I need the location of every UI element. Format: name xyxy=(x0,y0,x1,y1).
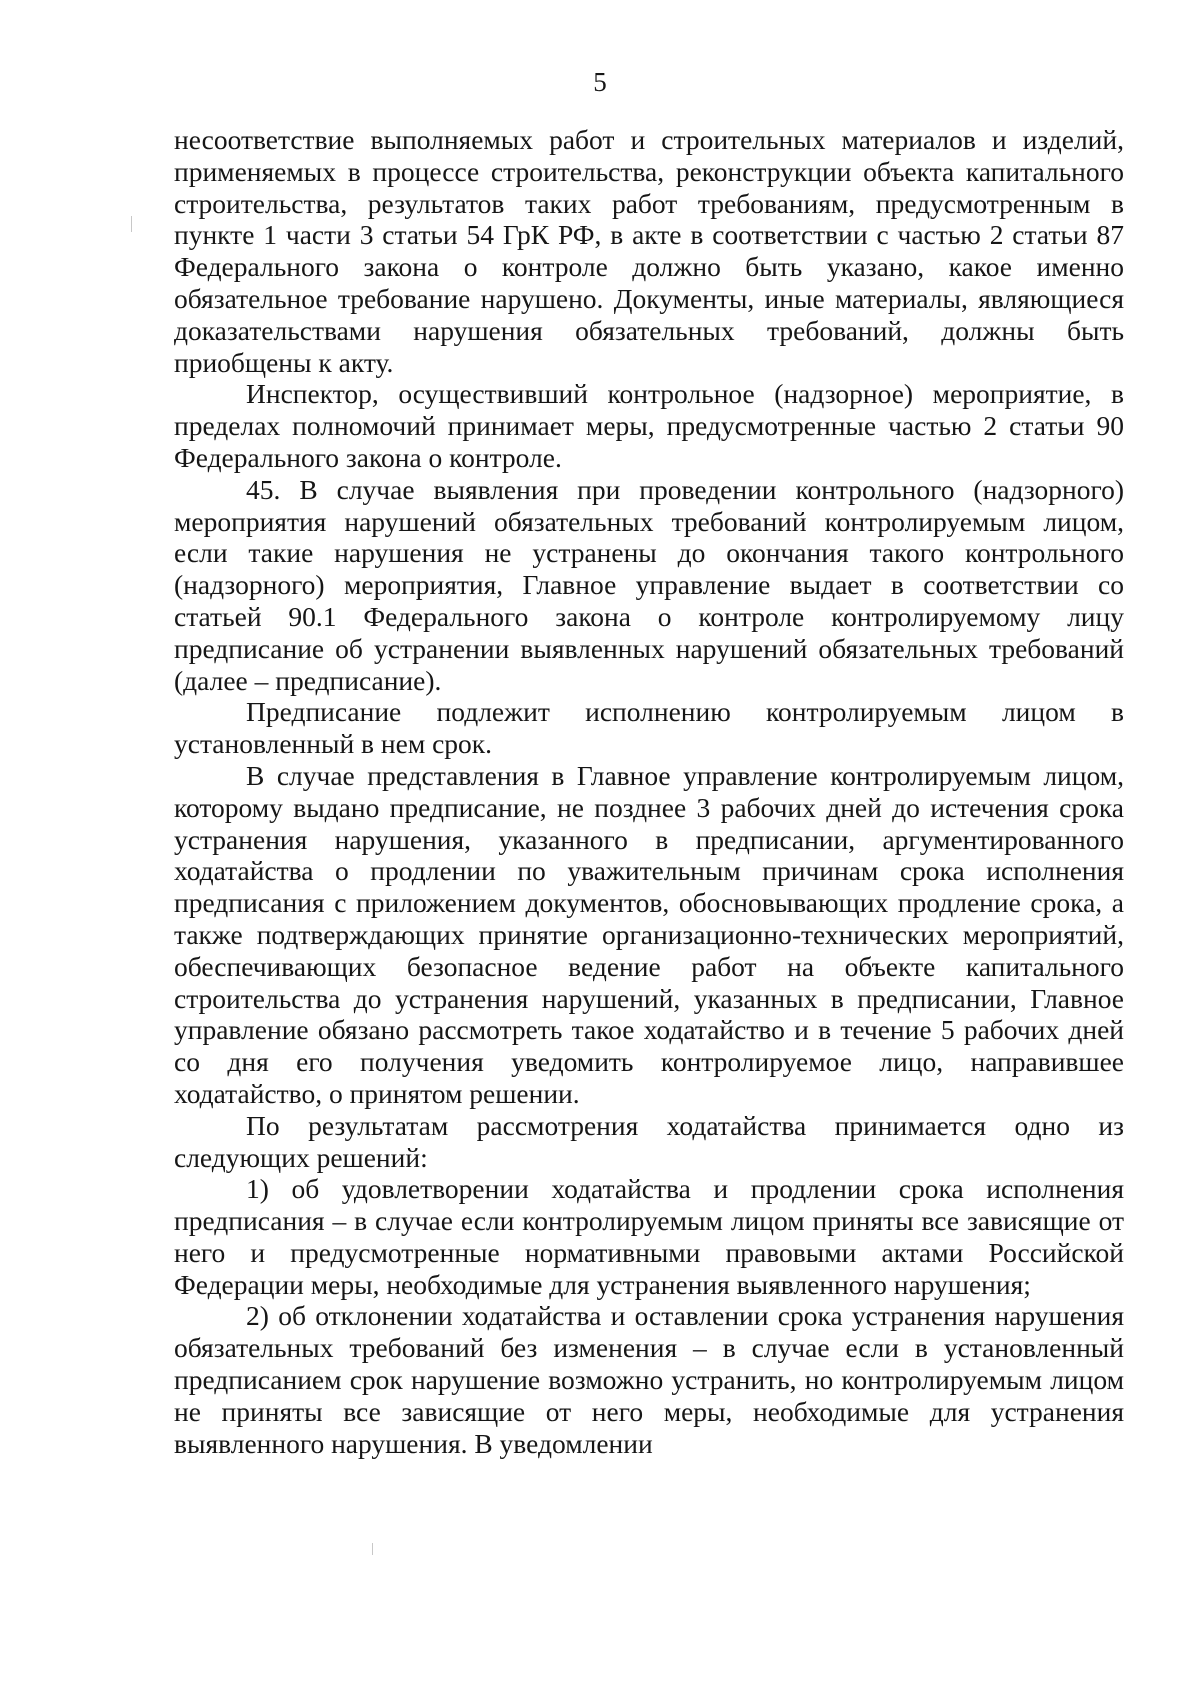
paragraph-extension-request: В случае представления в Главное управление контролируемым лицом, которому выдано предписание, не позднее 3 рабочих дней до истечения срока устранения нарушения, указанного в предписании, аргументированного ходатайства о продлении по уважительным причинам срока исполнения предписания с приложением документов, обосновывающих продление срока, а также подтверждающих принятие организационно-технических мероприятий, обеспечивающих безопасное ведение работ на объекте капитального строительства до устранения нарушений, указанных в предписании, Главное управление обязано рассмотреть такое ходатайство и в течение 5 рабочих дней со дня его получения уведомить контролируемое лицо, направившее ходатайство, о принятом решении. xyxy=(174,759,1124,1109)
paragraph-prescription-term: Предписание подлежит исполнению контролируемым лицом в установленный в нем срок. xyxy=(174,696,1124,760)
scan-artifact-line xyxy=(131,216,132,232)
paragraph-continuation: несоответствие выполняемых работ и строительных материалов и изделий, применяемых в процессе строительства, реконструкции объекта капитального строительства, результатов таких работ требованиям, предусмотренным в пункте 1 части 3 статьи 54 ГрК РФ, в акте в соответствии с частью 2 статьи 87 Федерального закона о контроле должно быть указано, какое именно обязательное требование нарушено. Документы, иные материалы, являющиеся доказательствами нарушения обязательных требований, должны быть приобщены к акту. xyxy=(174,124,1124,378)
page-number: 5 xyxy=(593,67,607,97)
paragraph-inspector-measures: Инспектор, осуществивший контрольное (надзорное) мероприятие, в пределах полномочий принимает меры, предусмотренные частью 2 статьи 90 Федерального закона о контроле. xyxy=(174,378,1124,473)
paragraph-decision-options: По результатам рассмотрения ходатайства принимается одно из следующих решений: xyxy=(174,1109,1124,1173)
list-item-2: 2) об отклонении ходатайства и оставлении срока устранения нарушения обязательных требований без изменения – в случае если в установленный предписанием срок нарушение возможно устранить, но контролируемым лицом не приняты все зависящие от него меры, необходимые для устранения выявленного нарушения. В уведомлении xyxy=(174,1300,1124,1459)
paragraph-item-45: 45. В случае выявления при проведении контрольного (надзорного) мероприятия нарушений обязательных требований контролируемым лицом, если такие нарушения не устранены до окончания такого контрольного (надзорного) мероприятия, Главное управление выдает в соответствии со статьей 90.1 Федерального закона о контроле контролируемому лицу предписание об устранении выявленных нарушений обязательных требований (далее – предписание). xyxy=(174,473,1124,696)
list-item-1: 1) об удовлетворении ходатайства и продлении срока исполнения предписания – в случае если контролируемым лицом приняты все зависящие от него и предусмотренные нормативными правовыми актами Российской Федерации меры, необходимые для устранения выявленного нарушения; xyxy=(174,1173,1124,1300)
document-body xyxy=(174,124,1124,1459)
scan-artifact-line xyxy=(372,1543,373,1555)
